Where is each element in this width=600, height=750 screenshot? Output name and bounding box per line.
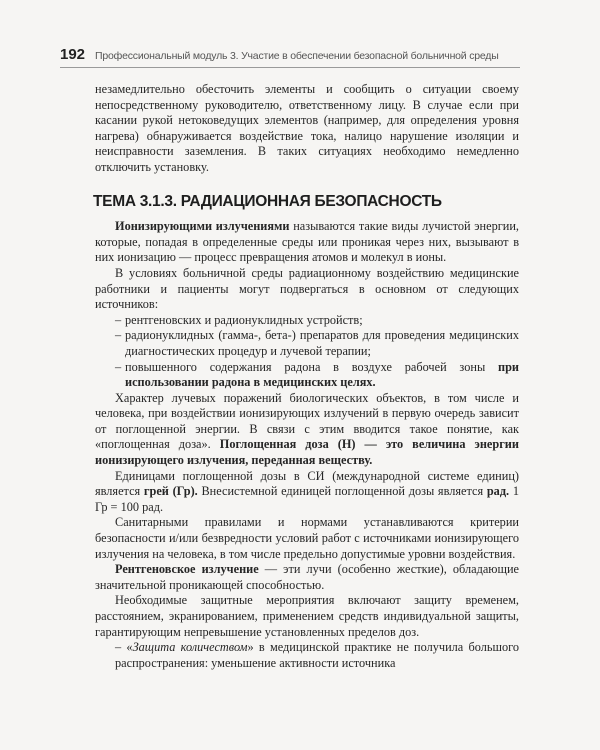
paragraph-absorbed-dose: Характер лучевых поражений биологических объектов, в том числе и человека, при воздействии ионизирующих излучений в первую очередь зависит от поглощенной энергии. В связи с этим вводится такое понятие, как «поглощенная доза». Поглощенная доза (Н) — это величина энергии ионизирующего излучения, переданная веществу. (95, 390, 519, 468)
paragraph-ionizing-definition (95, 219, 519, 266)
list-item: – «Защита количеством» в медицинской практике не получила большого распространения: уменьшение активности источника (115, 640, 520, 670)
page-number: 192 (60, 46, 86, 63)
definition-text: называются такие виды лучистой энергии, которые, попадая в определенные среды или проникая через них, вызывают в них ионизацию — процесс превращения атомов и молекул в ионы. (95, 219, 520, 265)
sources-list (95, 313, 519, 391)
protection-list (95, 640, 519, 671)
term-ionizing-radiation: Ионизирующими излучениями (115, 219, 290, 234)
paragraph-units: Единицами поглощенной дозы в СИ (международной системе единиц) является грей (Гр). Внесистемной единицей поглощенной дозы является рад. 1 Гр = 100 рад. (95, 468, 519, 514)
paragraph-xray: Рентгеновское излучение — эти лучи (особенно жесткие), обладающие значительной проникающей способностью. (95, 562, 520, 592)
term-xray: Рентгеновское излучение (115, 562, 259, 577)
list-item: – повышенного содержания радона в воздухе рабочей зоны при использовании радона в медицинских целях. (115, 359, 519, 390)
running-title: Профессиональный модуль 3. Участие в обеспечении безопасной больничной среды (95, 50, 499, 62)
section-title: ТЕМА 3.1.3. РАДИАЦИОННАЯ БЕЗОПАСНОСТЬ (93, 192, 442, 210)
list-item: – рентгеновских и радионуклидных устройств; (115, 312, 363, 327)
page-body (95, 82, 519, 671)
paragraph-sources-intro: В условиях больничной среды радиационному воздействию медицинские работники и пациенты могут подвергаться в основном от следующих источников: (95, 265, 519, 312)
paragraph-protection: Необходимые защитные мероприятия включают защиту временем, расстоянием, экранированием, применением средств индивидуальной защиты, гарантирующим непревышение установленных пределов доз. (95, 593, 519, 639)
list-item: – радионуклидных (гамма-, бета-) препаратов для проведения медицинских диагностических процедур и лучевой терапии; (115, 328, 519, 358)
paragraph-continuation: незамедлительно обесточить элементы и сообщить о ситуации своему непосредственному руководителю, ответственному лицу. В случае если при касании рукой нетоковедущих элементов (например, для определения уровня нагрева) обнаруживается воздействие тока, налицо нарушение изоляции и неисправности заземления. В таких ситуациях необходимо немедленно отключить установку. (95, 82, 519, 174)
paragraph-sanitary-rules: Санитарными правилами и нормами устанавливаются критерии безопасности и/или безвредности условий работ с источниками ионизирующего излучения на человека, в том числе предельно допустимые уровни воздействия. (95, 515, 519, 561)
page-header (60, 46, 520, 68)
absorbed-dose-definition: Поглощенная доза (Н) — это величина энергии ионизирующего излучения, переданная веществу. (95, 437, 519, 468)
